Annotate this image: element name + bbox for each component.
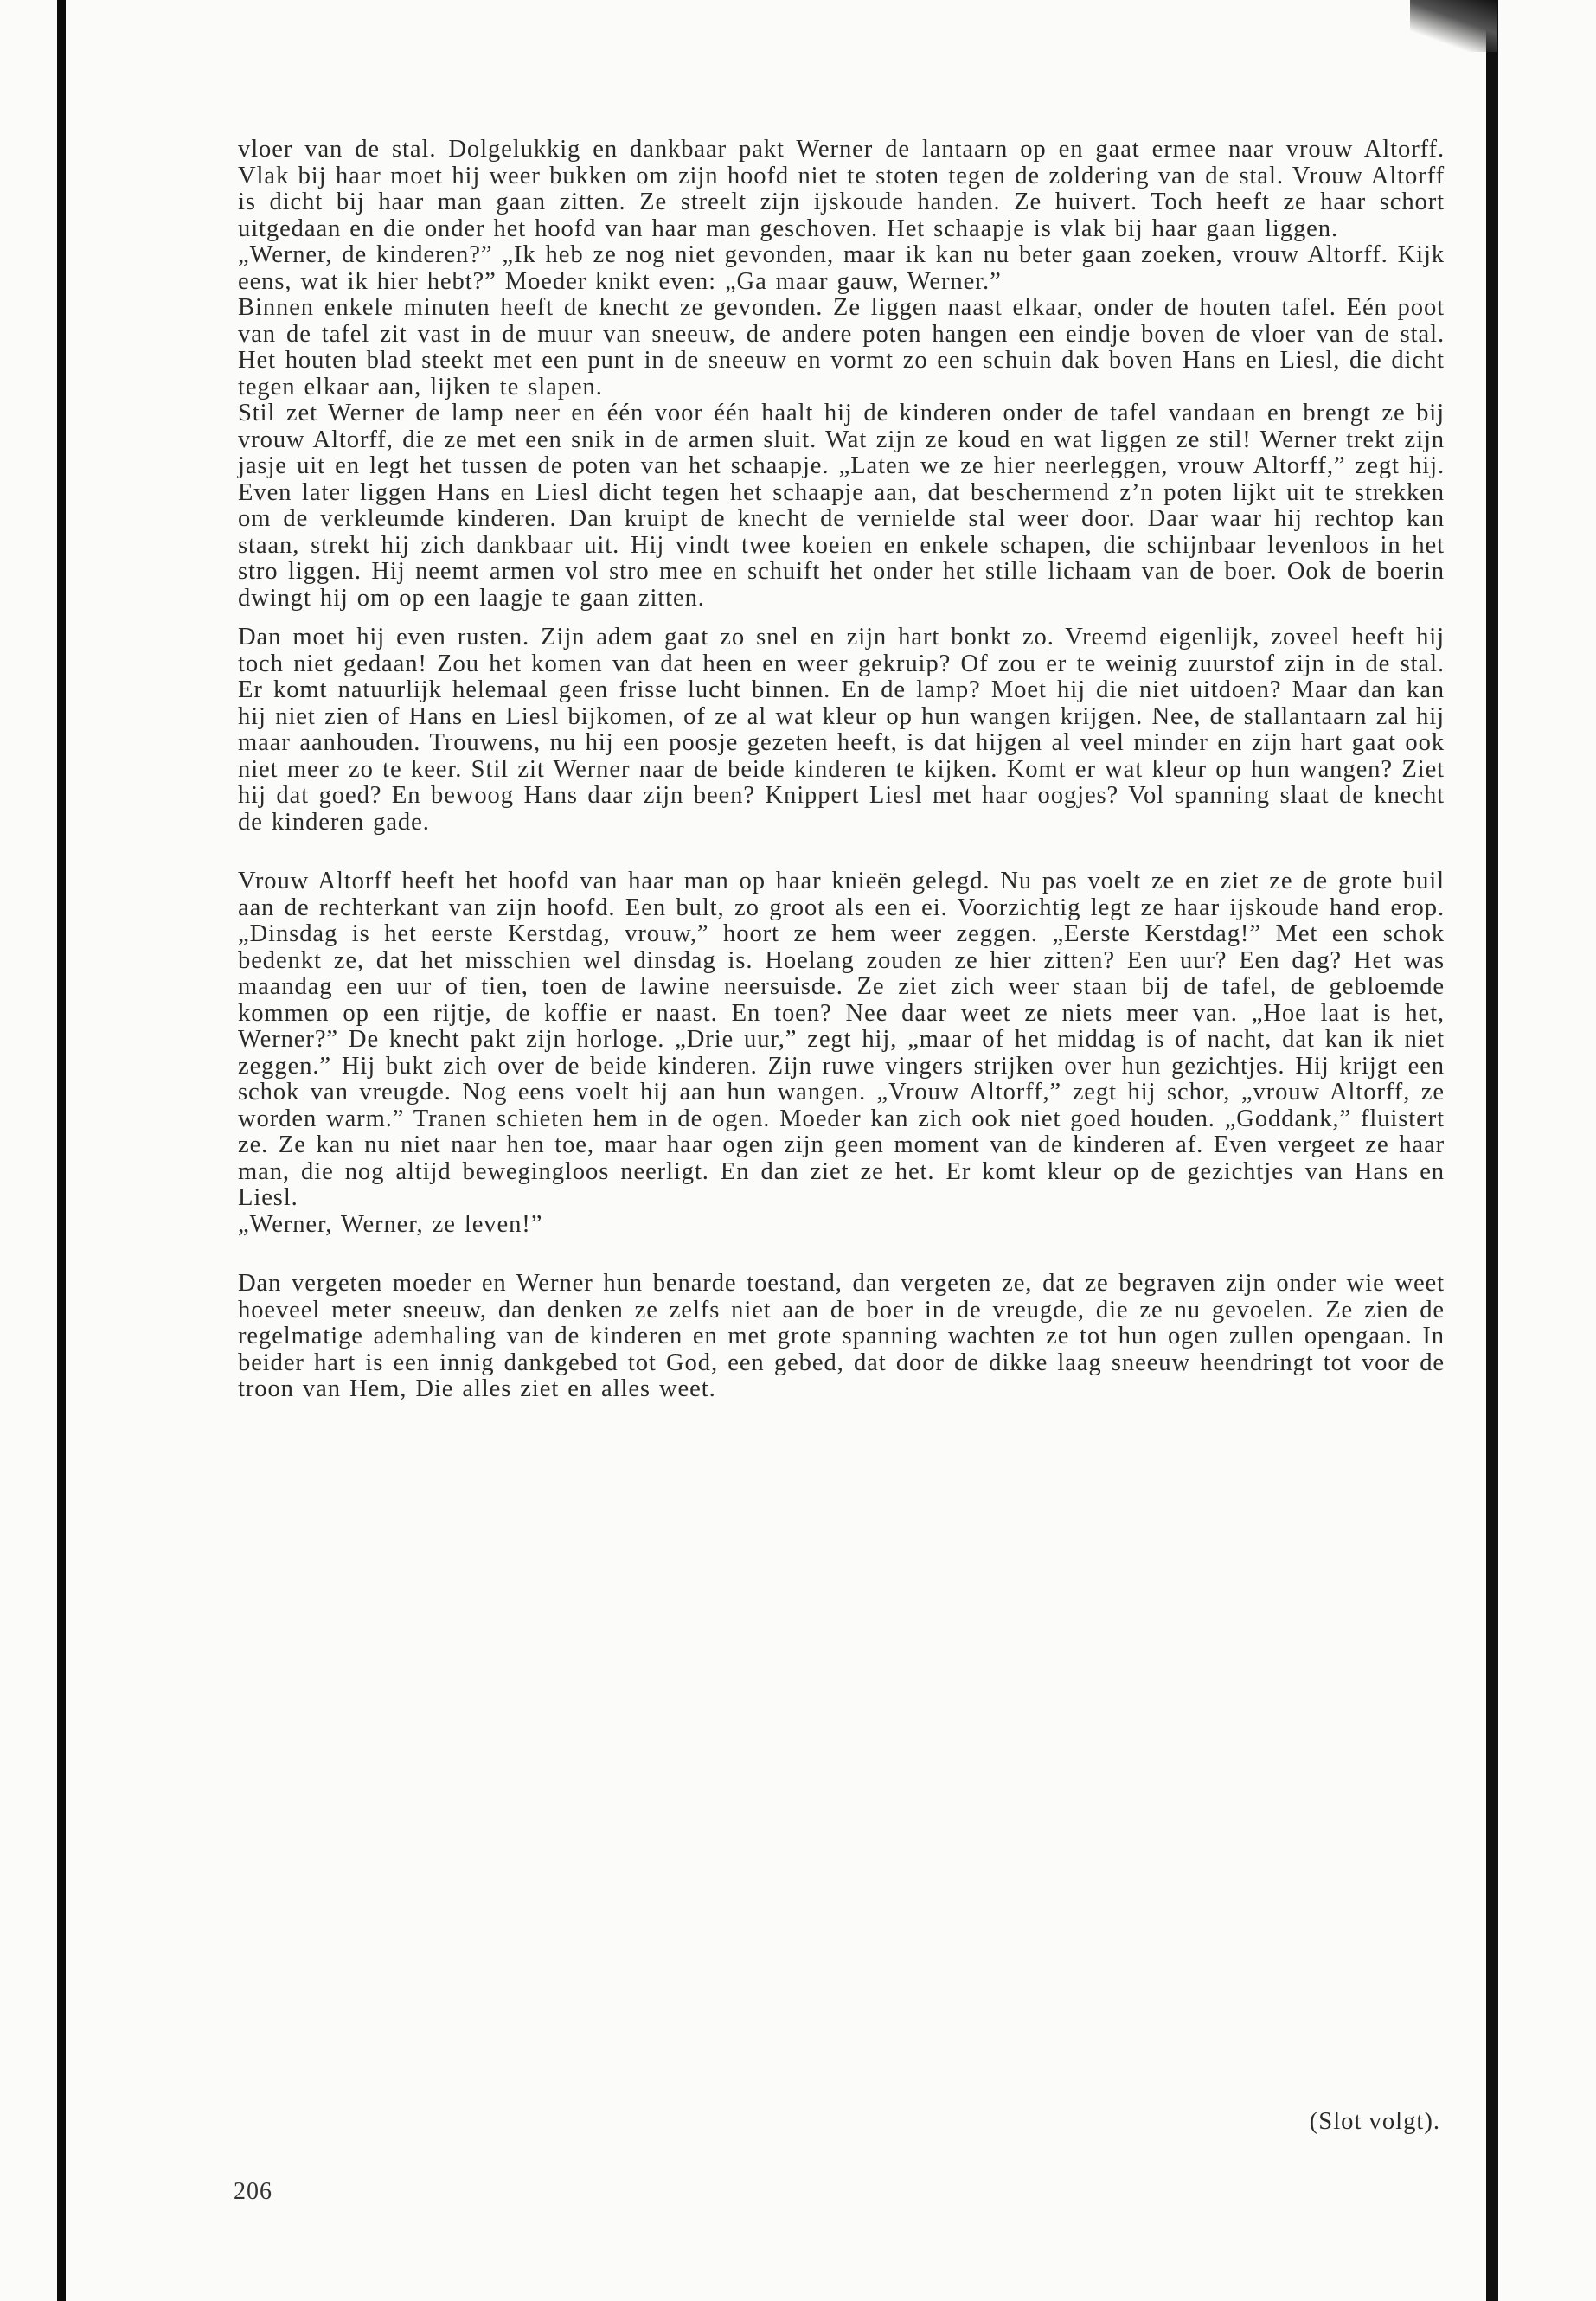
story-text (238, 137, 1445, 1403)
paragraph: Stil zet Werner de lamp neer en één voor één haalt hij de kinderen onder de tafel vandaan en brengt ze bij vrouw Altorff, die ze met een snik in de armen sluit. Wat zijn ze koud en wat liggen ze stil! Werner trekt zijn jasje uit en legt het tussen de poten van het schaapje. „Laten we ze hier neerleggen, vrouw Altorff,” zegt hij. Even later liggen Hans en Liesl dicht tegen het schaapje aan, dat beschermend z’n poten lijkt uit te strekken om de verkleumde kinderen. Dan kruipt de knecht de vernielde stal weer door. Daar waar hij rechtop kan staan, strekt hij zich dankbaar uit. Hij vindt twee koeien en enkele schapen, die schijnbaar levenloos in het stro liggen. Hij neemt armen vol stro mee en schuift het onder het stille lichaam van de boer. Ook de boerin dwingt hij om op een laagje te gaan zitten. (238, 400, 1445, 612)
continued-note: (Slot volgt). (1309, 2108, 1440, 2135)
scan-corner-shadow (1410, 0, 1497, 52)
scan-edge-left (57, 0, 66, 2301)
paragraph: Vrouw Altorff heeft het hoofd van haar man op haar knieën gelegd. Nu pas voelt ze en ziet ze de grote buil aan de rechterkant van zijn hoofd. Een bult, zo groot als een ei. Voorzichtig legt ze haar ijskoude hand erop. „Dinsdag is het eerste Kerstdag, vrouw,” hoort ze hem weer zeggen. „Eerste Kerstdag!” Met een schok bedenkt ze, dat het misschien wel dinsdag is. Hoelang zouden ze hier zitten? Een uur? Een dag? Het was maandag een uur of tien, toen de lawine neersuisde. Ze ziet zich weer staan bij de tafel, de gebloemde kommen op een rijtje, de koffie er naast. En toen? Nee daar weet ze niets meer van. „Hoe laat is het, Werner?” De knecht pakt zijn horloge. „Drie uur,” zegt hij, „maar of het middag is of nacht, dat kan ik niet zeggen.” Hij bukt zich over de beide kinderen. Zijn ruwe vingers strijken over hun gezichtjes. Hij krijgt een schok van vreugde. Nog eens voelt hij aan hun wangen. „Vrouw Altorff,” zegt hij schor, „vrouw Altorff, ze worden warm.” Tranen schieten hem in de ogen. Moeder kan zich ook niet goed houden. „Goddank,” fluistert ze. Ze kan nu niet naar hen toe, maar haar ogen zijn geen moment van de kinderen af. Even vergeet ze haar man, die nog altijd bewegingloos neerligt. En dan ziet ze het. Er komt kleur op de gezichtjes van Hans en Liesl. (238, 868, 1445, 1211)
scan-edge-right (1486, 0, 1498, 2301)
paragraph: „Werner, Werner, ze leven!” (238, 1210, 543, 1238)
paragraph: Dan vergeten moeder en Werner hun benarde toestand, dan vergeten ze, dat ze begraven zijn onder wie weet hoeveel meter sneeuw, dan denken ze zelfs niet aan de boer in de vreugde, die ze nu gevoelen. Ze zien de regelmatige ademhaling van de kinderen en met grote spanning wachten ze tot hun ogen zullen opengaan. In beider hart is een innig dankgebed tot God, een gebed, dat door de dikke laag sneeuw heendringt tot voor de troon van Hem, Die alles ziet en alles weet. (238, 1270, 1445, 1402)
paragraph: Binnen enkele minuten heeft de knecht ze gevonden. Ze liggen naast elkaar, onder de houten tafel. Eén poot van de tafel zit vast in de muur van sneeuw, de andere poten hangen een eindje boven de vloer van de stal. Het houten blad steekt met een punt in de sneeuw en vormt zo een schuin dak boven Hans en Liesl, die dicht tegen elkaar aan, lijken te slapen. (238, 294, 1445, 401)
page-number: 206 (234, 2178, 272, 2205)
paragraph: „Werner, de kinderen?” „Ik heb ze nog niet gevonden, maar ik kan nu beter gaan zoeken, vrouw Altorff. Kijk eens, wat ik hier hebt?” Moeder knikt even: „Ga maar gauw, Werner.” (238, 241, 1445, 295)
paragraph: Dan moet hij even rusten. Zijn adem gaat zo snel en zijn hart bonkt zo. Vreemd eigenlijk, zoveel heeft hij toch niet gedaan! Zou het komen van dat heen en weer gekruip? Of zou er te weinig zuurstof zijn in de stal. Er komt natuurlijk helemaal geen frisse lucht binnen. En de lamp? Moet hij die niet uitdoen? Maar dan kan hij niet zien of Hans en Liesl bijkomen, of ze al wat kleur op hun wangen krijgen. Nee, de stallantaarn zal hij maar aanhouden. Trouwens, nu hij een poosje gezeten heeft, is dat hijgen al veel minder en zijn hart gaat ook niet meer zo te keer. Stil zit Werner naar de beide kinderen te kijken. Komt er wat kleur op hun wangen? Ziet hij dat goed? En bewoog Hans daar zijn been? Knippert Liesl met haar oogjes? Vol spanning slaat de knecht de kinderen gade. (238, 624, 1445, 836)
paragraph: vloer van de stal. Dolgelukkig en dankbaar pakt Werner de lantaarn op en gaat ermee naar vrouw Altorff. Vlak bij haar moet hij weer bukken om zijn hoofd niet te stoten tegen de zoldering van de stal. Vrouw Altorff is dicht bij haar man gaan zitten. Ze streelt zijn ijskoude handen. Ze huivert. Toch heeft ze haar schort uitgedaan en die onder het hoofd van haar man geschoven. Het schaapje is vlak bij haar gaan liggen. (238, 136, 1445, 242)
